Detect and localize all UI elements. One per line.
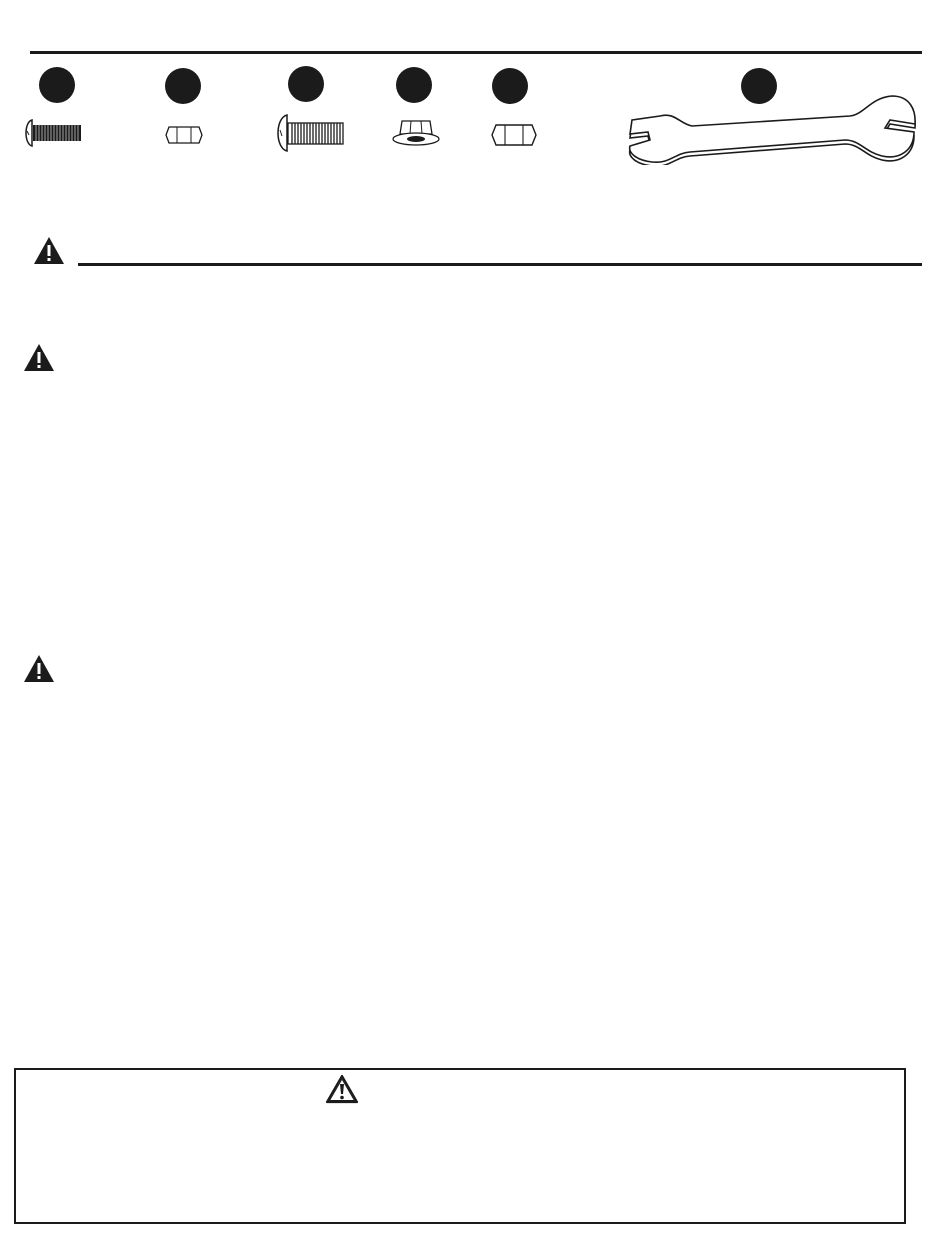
button-head-bolt-long-icon	[273, 113, 347, 153]
top-divider	[30, 51, 922, 54]
wrench-icon	[620, 90, 920, 165]
part-badge-2	[165, 68, 201, 104]
part-badge-5	[492, 68, 528, 104]
caution-triangle-outline-icon	[325, 1074, 359, 1104]
hex-nut-small-icon	[164, 125, 204, 145]
hex-nut-icon	[490, 123, 538, 147]
flange-nut-icon	[390, 118, 442, 150]
part-badge-1	[39, 67, 75, 103]
warning-triangle-icon	[23, 343, 55, 372]
button-head-bolt-short-icon	[22, 117, 84, 149]
part-badge-3	[288, 66, 324, 102]
warning-triangle-icon	[23, 654, 55, 683]
part-badge-4	[396, 67, 432, 103]
caution-box	[14, 1068, 906, 1224]
warning-divider	[78, 263, 922, 266]
warning-triangle-icon	[33, 236, 65, 265]
